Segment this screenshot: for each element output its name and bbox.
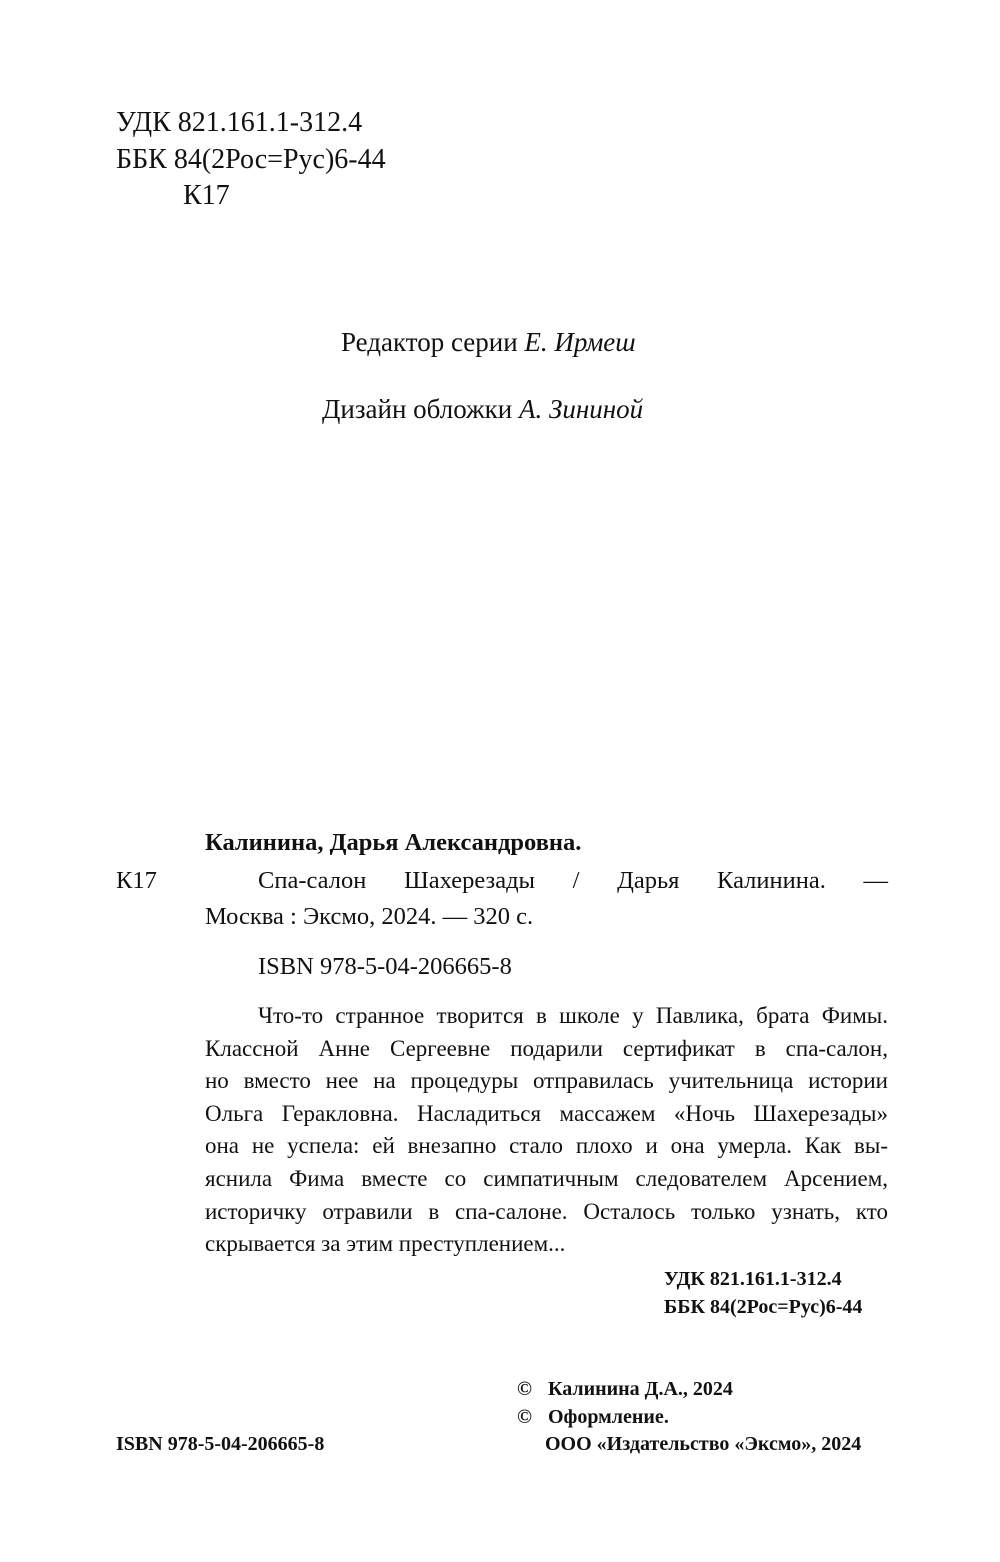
cover-designer-credit — [322, 393, 643, 425]
author-heading: Калинина, Дарья Александровна. — [205, 829, 582, 856]
footer-bbk-code: ББК 84(2Рос=Рус)6-44 — [664, 1296, 863, 1318]
annotation-line: но вместо нее на процедуры отправилась учительница истории — [205, 1068, 888, 1094]
author-mark: К17 — [183, 180, 230, 211]
series-editor-credit — [341, 326, 636, 358]
cover-designer-label: Дизайн обложки — [322, 394, 513, 424]
annotation-text — [205, 1000, 888, 1261]
annotation-line: яснила Фима вместе со симпатичным следователем Арсением, — [205, 1165, 888, 1191]
imprint-line: Москва : Эксмо, 2024. — 320 с. — [205, 903, 534, 930]
copyright-design-line — [517, 1404, 669, 1431]
footer-isbn: ISBN 978-5-04-206665-8 — [116, 1433, 325, 1455]
annotation-line: Классной Анне Сергеевне подарили сертификат в спа-салон, — [205, 1035, 888, 1061]
copyright-publisher: ООО «Издательство «Эксмо», 2024 — [545, 1433, 862, 1455]
book-title-line: Спа-салон Шахерезады / Дарья Калинина. — — [258, 867, 888, 894]
bibliography-isbn: ISBN 978-5-04-206665-8 — [258, 953, 512, 980]
bibliography-mark: К17 — [116, 867, 157, 894]
footer-udk-code: УДК 821.161.1-312.4 — [664, 1268, 842, 1290]
copyright-author: Калинина Д.А., 2024 — [547, 1378, 733, 1400]
cover-designer-name: А. Зининой — [519, 394, 644, 424]
series-editor-name: Е. Ирмеш — [524, 327, 636, 357]
copyright-design-label: Оформление. — [547, 1406, 669, 1428]
bbk-code: ББК 84(2Рос=Рус)6-44 — [116, 144, 386, 175]
copyright-author-line — [517, 1376, 733, 1403]
copyright-icon: © — [517, 1406, 532, 1428]
udk-code: УДК 821.161.1-312.4 — [116, 107, 363, 138]
copyright-icon: © — [517, 1378, 532, 1400]
annotation-line: историчку отравили в спа-салоне. Осталось только узнать, кто — [205, 1198, 888, 1224]
annotation-line: скрывается за этим преступлением... — [205, 1231, 566, 1257]
annotation-line: она не успела: ей внезапно стало плохо и она умерла. Как вы- — [205, 1133, 888, 1159]
series-editor-label: Редактор серии — [341, 327, 518, 357]
annotation-line: Что-то странное творится в школе у Павлика, брата Фимы. — [258, 1003, 888, 1028]
annotation-line: Ольга Геракловна. Насладиться массажем «Ночь Шахерезады» — [205, 1100, 888, 1126]
